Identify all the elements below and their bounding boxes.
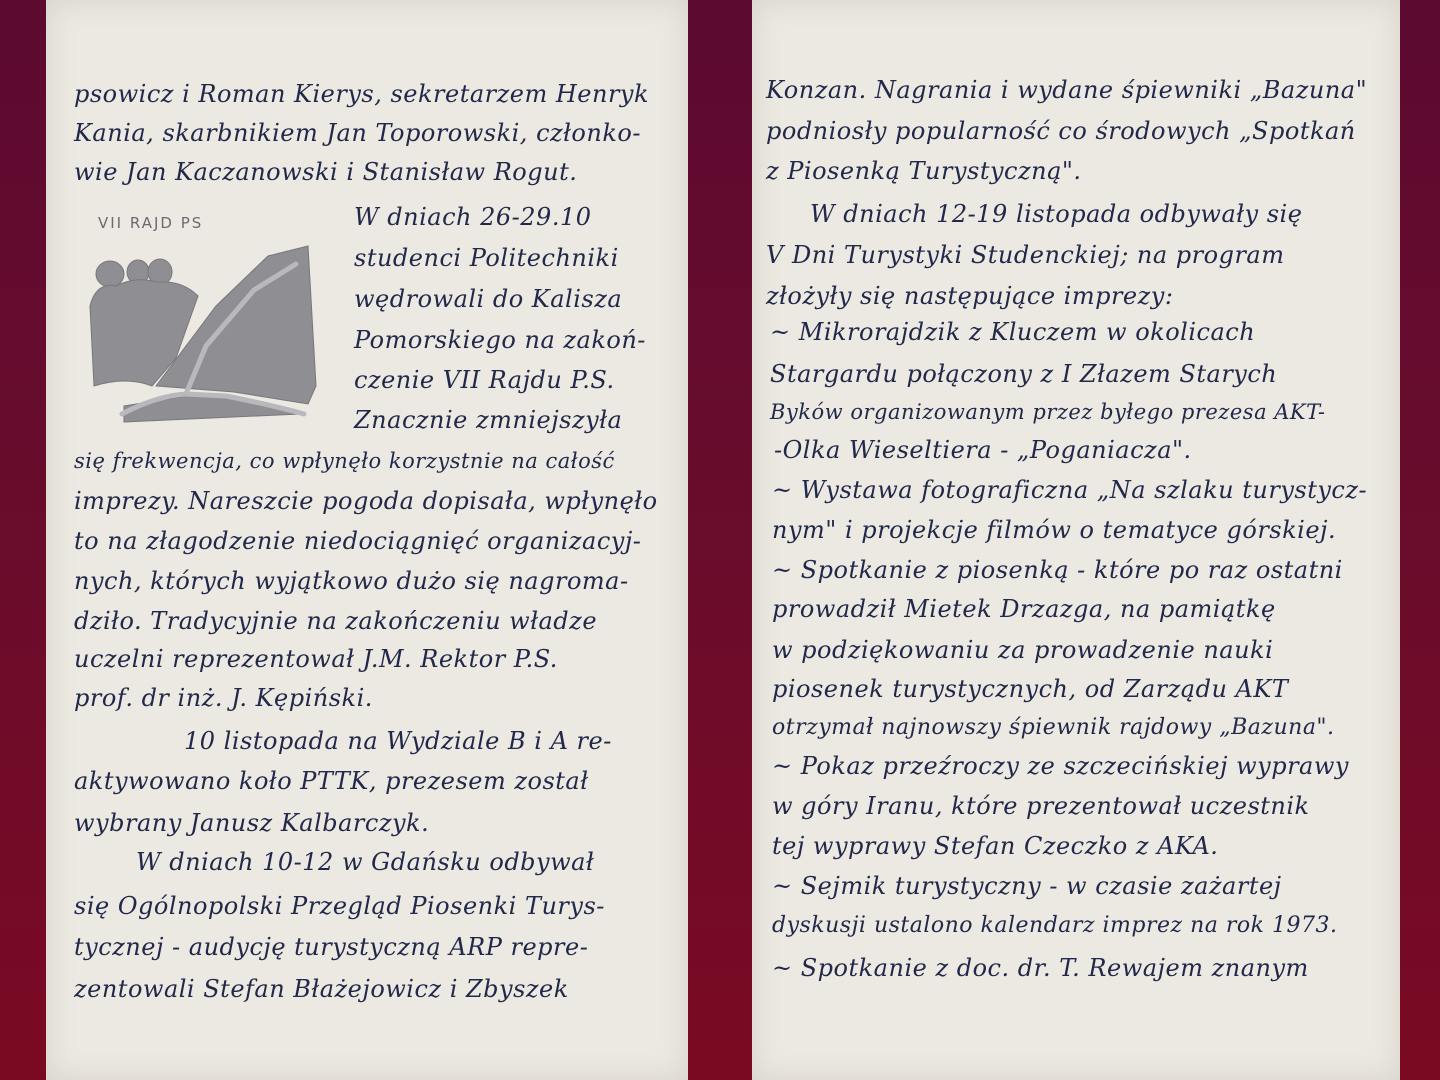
left-line-20: W dniach 10-12 w Gdańsku odbywał xyxy=(136,848,595,876)
right-line-19: w góry Iranu, które prezentował uczestnik xyxy=(772,792,1310,820)
right-line-21: ~ Sejmik turystyczny - w czasie zażartej xyxy=(772,872,1282,900)
left-line-21: się Ogólnopolski Przegląd Piosenki Turys- xyxy=(74,892,605,920)
left-line-13: nych, których wyjątkowo dużo się nagroma- xyxy=(74,567,629,595)
left-line-16: prof. dr inż. J. Kępiński. xyxy=(74,684,373,712)
right-line-5: V Dni Turystyki Studenckiej; na program xyxy=(766,241,1285,269)
rajd-mountain-sketch xyxy=(86,236,326,426)
right-page xyxy=(752,0,1400,1080)
left-line-15: uczelni reprezentował J.M. Rektor P.S. xyxy=(74,645,558,673)
left-line-23: zentowali Stefan Błażejowicz i Zbyszek xyxy=(74,975,569,1003)
right-line-10: -Olka Wieseltiera - „Poganiacza". xyxy=(774,436,1192,464)
right-line-20: tej wyprawy Stefan Czeczko z AKA. xyxy=(772,832,1219,860)
left-line-3: wie Jan Kaczanowski i Stanisław Rogut. xyxy=(74,158,578,186)
left-line-10: się frekwencja, co wpłynęło korzystnie na całość xyxy=(74,449,615,473)
right-line-18: ~ Pokaz przeźroczy ze szczecińskiej wyprawy xyxy=(772,752,1349,780)
right-line-23: ~ Spotkanie z doc. dr. T. Rewajem znanym xyxy=(772,954,1309,982)
left-line-5: studenci Politechniki xyxy=(354,244,619,272)
right-line-15: w podziękowaniu za prowadzenie nauki xyxy=(772,636,1274,664)
left-line-22: tycznej - audycję turystyczną ARP repre- xyxy=(74,933,589,961)
right-line-2: podniosły popularność co środowych „Spotkań xyxy=(766,117,1356,145)
left-line-2: Kania, skarbnikiem Jan Toporowski, członko- xyxy=(74,119,641,147)
left-line-11: imprezy. Nareszcie pogoda dopisała, wpłynęło xyxy=(74,487,658,515)
left-line-1: psowicz i Roman Kierys, sekretarzem Henryk xyxy=(74,80,650,108)
right-line-6: złożyły się następujące imprezy: xyxy=(766,282,1174,310)
right-line-12: nym" i projekcje filmów o tematyce górskiej. xyxy=(772,516,1337,544)
left-line-18: aktywowano koło PTTK, prezesem został xyxy=(74,767,589,795)
right-line-4: W dniach 12-19 listopada odbywały się xyxy=(810,200,1303,228)
left-line-6: wędrowali do Kalisza xyxy=(354,285,623,313)
right-line-16: piosenek turystycznych, od Zarządu AKT xyxy=(772,675,1289,703)
right-line-7: ~ Mikrorajdzik z Kluczem w okolicach xyxy=(770,318,1256,346)
right-line-3: z Piosenką Turystyczną". xyxy=(766,157,1082,185)
left-line-14: dziło. Tradycyjnie na zakończeniu władze xyxy=(74,607,598,635)
right-line-8: Stargardu połączony z I Złazem Starych xyxy=(770,360,1278,388)
left-line-9: Znacznie zmniejszyła xyxy=(354,406,623,434)
right-line-14: prowadził Mietek Drzazga, na pamiątkę xyxy=(772,595,1276,623)
left-line-19: wybrany Janusz Kalbarczyk. xyxy=(74,809,430,837)
left-line-12: to na złagodzenie niedociągnięć organizacyj- xyxy=(74,527,642,555)
left-line-17: 10 listopada na Wydziale B i A re- xyxy=(184,727,612,755)
sketch-caption: VII RAJD PS xyxy=(98,214,204,232)
left-line-7: Pomorskiego na zakoń- xyxy=(354,326,646,354)
right-line-11: ~ Wystawa fotograficzna „Na szlaku turystycz- xyxy=(772,476,1368,504)
left-page xyxy=(46,0,688,1080)
left-line-8: czenie VII Rajdu P.S. xyxy=(354,366,615,394)
left-line-4: W dniach 26-29.10 xyxy=(354,203,592,231)
right-line-13: ~ Spotkanie z piosenką - które po raz ostatni xyxy=(772,556,1343,584)
right-line-9: Byków organizowanym przez byłego prezesa AKT- xyxy=(770,400,1326,424)
right-line-22: dyskusji ustalono kalendarz imprez na rok 1973. xyxy=(772,913,1338,938)
right-line-17: otrzymał najnowszy śpiewnik rajdowy „Bazuna". xyxy=(772,715,1335,740)
right-line-1: Konzan. Nagrania i wydane śpiewniki „Bazuna" xyxy=(766,76,1368,104)
